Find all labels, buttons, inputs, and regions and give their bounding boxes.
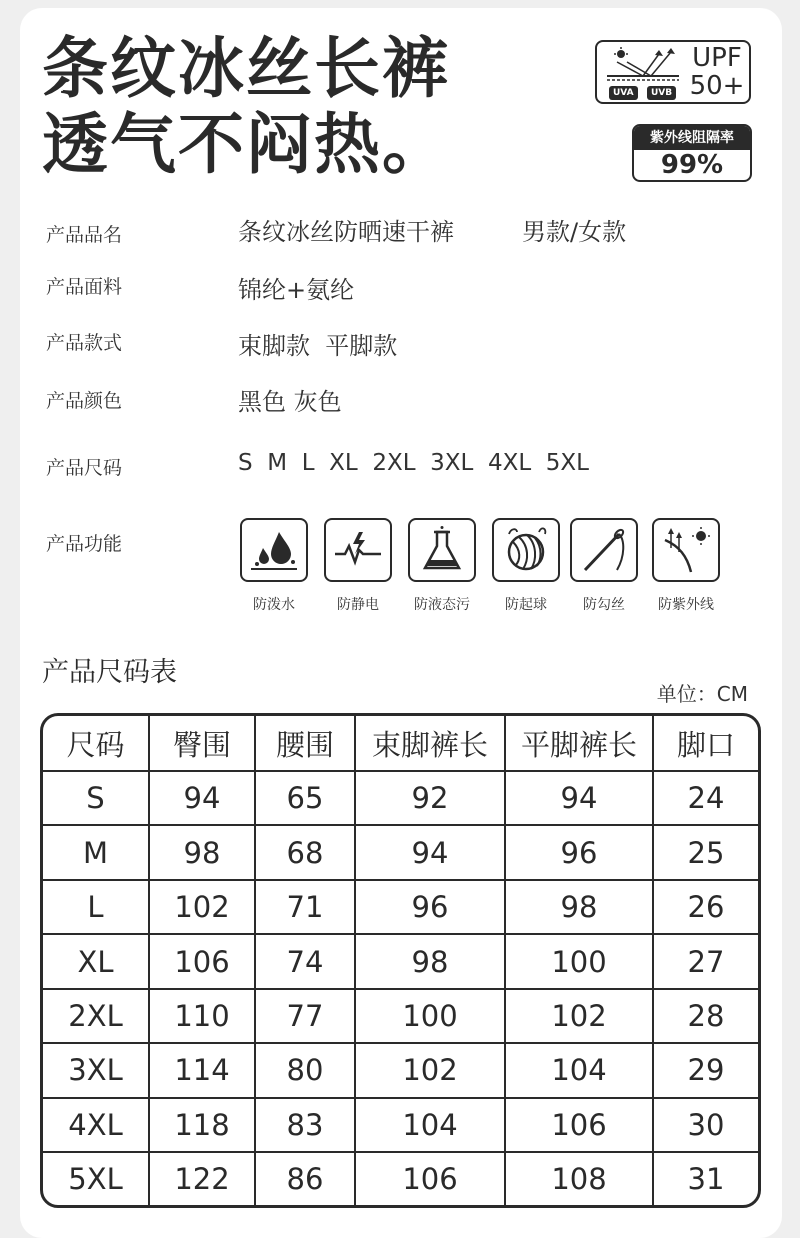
table-cell: 68 xyxy=(255,825,355,879)
table-cell: 27 xyxy=(653,934,758,988)
table-cell: 5XL xyxy=(43,1152,149,1205)
spec-style-value: 束脚款 平脚款 xyxy=(238,332,398,360)
function-water-repellent xyxy=(240,518,308,582)
table-cell: 102 xyxy=(149,880,255,934)
table-row xyxy=(43,1152,758,1205)
table-header: 平脚裤长 xyxy=(505,716,653,771)
table-row xyxy=(43,771,758,825)
table-row xyxy=(43,825,758,879)
table-cell: 96 xyxy=(505,825,653,879)
function-anti-snag xyxy=(570,518,638,582)
spec-size-value: S M L XL 2XL 3XL 4XL 5XL xyxy=(238,450,589,476)
headline-line2: 透气不闷热。 xyxy=(42,106,450,183)
spec-name-gender: 男款/女款 xyxy=(522,218,627,246)
spec-fabric-value: 锦纶+氨纶 xyxy=(238,276,355,304)
table-header: 腰围 xyxy=(255,716,355,771)
table-header: 束脚裤长 xyxy=(355,716,505,771)
spec-name-label: 产品品名 xyxy=(46,224,123,246)
table-header: 臀围 xyxy=(149,716,255,771)
table-cell: 98 xyxy=(505,880,653,934)
table-cell: 86 xyxy=(255,1152,355,1205)
table-cell: 24 xyxy=(653,771,758,825)
table-cell: 102 xyxy=(505,989,653,1043)
table-cell: 118 xyxy=(149,1098,255,1152)
uv-block-rate-label: 紫外线阻隔率 xyxy=(634,126,750,150)
table-cell: 94 xyxy=(355,825,505,879)
size-table xyxy=(40,713,761,1208)
table-cell: 30 xyxy=(653,1098,758,1152)
spec-size-label: 产品尺码 xyxy=(46,457,123,479)
table-cell: 71 xyxy=(255,880,355,934)
size-table-title: 产品尺码表 xyxy=(42,657,177,688)
table-cell: L xyxy=(43,880,149,934)
uv-block-rate-badge xyxy=(632,124,752,182)
table-cell: 2XL xyxy=(43,989,149,1043)
spec-name-value: 条纹冰丝防晒速干裤 xyxy=(238,218,454,246)
table-cell: 80 xyxy=(255,1043,355,1097)
table-header-row xyxy=(43,716,758,771)
flask-icon xyxy=(417,526,467,574)
table-row xyxy=(43,989,758,1043)
uv-block-rate-value: 99% xyxy=(660,150,724,180)
table-cell: 92 xyxy=(355,771,505,825)
spec-style-label: 产品款式 xyxy=(46,332,123,354)
table-cell: S xyxy=(43,771,149,825)
spec-function-label: 产品功能 xyxy=(46,533,123,555)
uva-label: UVA xyxy=(609,86,638,100)
table-cell: 3XL xyxy=(43,1043,149,1097)
table-cell: 83 xyxy=(255,1098,355,1152)
spec-color-label: 产品颜色 xyxy=(46,390,123,412)
table-cell: 96 xyxy=(355,880,505,934)
table-cell: 106 xyxy=(149,934,255,988)
function-label-snag: 防勾丝 xyxy=(583,597,625,613)
function-label-stain: 防液态污 xyxy=(414,597,470,613)
function-anti-pilling xyxy=(492,518,560,582)
table-row xyxy=(43,880,758,934)
table-cell: 106 xyxy=(355,1152,505,1205)
table-row xyxy=(43,1043,758,1097)
function-label-pilling: 防起球 xyxy=(505,597,547,613)
table-cell: 94 xyxy=(505,771,653,825)
table-cell: 29 xyxy=(653,1043,758,1097)
size-table-unit: 单位：CM xyxy=(656,682,748,706)
spec-color-value: 黑色 灰色 xyxy=(238,388,342,416)
function-liquid-stain xyxy=(408,518,476,582)
uv-arrows-icon xyxy=(603,46,683,86)
table-cell: 4XL xyxy=(43,1098,149,1152)
headline-line1: 条纹冰丝长裤 xyxy=(42,30,450,107)
needle-icon xyxy=(579,526,629,574)
yarn-ball-icon xyxy=(501,526,551,574)
function-label-uv: 防紫外线 xyxy=(658,597,714,613)
lightning-icon xyxy=(333,528,383,572)
table-cell: 98 xyxy=(149,825,255,879)
table-cell: 94 xyxy=(149,771,255,825)
table-cell: 102 xyxy=(355,1043,505,1097)
spec-fabric-label: 产品面料 xyxy=(46,276,123,298)
function-antistatic xyxy=(324,518,392,582)
upf-value: 50+ xyxy=(689,71,745,101)
table-cell: 114 xyxy=(149,1043,255,1097)
table-header: 脚口 xyxy=(653,716,758,771)
table-row xyxy=(43,934,758,988)
table-cell: 110 xyxy=(149,989,255,1043)
table-cell: 106 xyxy=(505,1098,653,1152)
uvb-label: UVB xyxy=(647,86,676,100)
table-cell: 104 xyxy=(505,1043,653,1097)
table-cell: 100 xyxy=(355,989,505,1043)
upf-badge xyxy=(595,40,751,104)
table-cell: 77 xyxy=(255,989,355,1043)
table-cell: 108 xyxy=(505,1152,653,1205)
table-cell: 122 xyxy=(149,1152,255,1205)
table-header: 尺码 xyxy=(43,716,149,771)
table-cell: 100 xyxy=(505,934,653,988)
table-row xyxy=(43,1098,758,1152)
table-cell: M xyxy=(43,825,149,879)
table-cell: 26 xyxy=(653,880,758,934)
table-cell: 74 xyxy=(255,934,355,988)
table-cell: XL xyxy=(43,934,149,988)
table-cell: 25 xyxy=(653,825,758,879)
water-drops-icon xyxy=(249,528,299,572)
sun-shield-icon xyxy=(661,526,711,574)
upf-label: UPF xyxy=(692,43,742,73)
table-cell: 98 xyxy=(355,934,505,988)
table-cell: 31 xyxy=(653,1152,758,1205)
function-label-static: 防静电 xyxy=(337,597,379,613)
function-label-water: 防泼水 xyxy=(253,597,295,613)
table-cell: 28 xyxy=(653,989,758,1043)
function-uv-protection xyxy=(652,518,720,582)
table-cell: 104 xyxy=(355,1098,505,1152)
table-cell: 65 xyxy=(255,771,355,825)
